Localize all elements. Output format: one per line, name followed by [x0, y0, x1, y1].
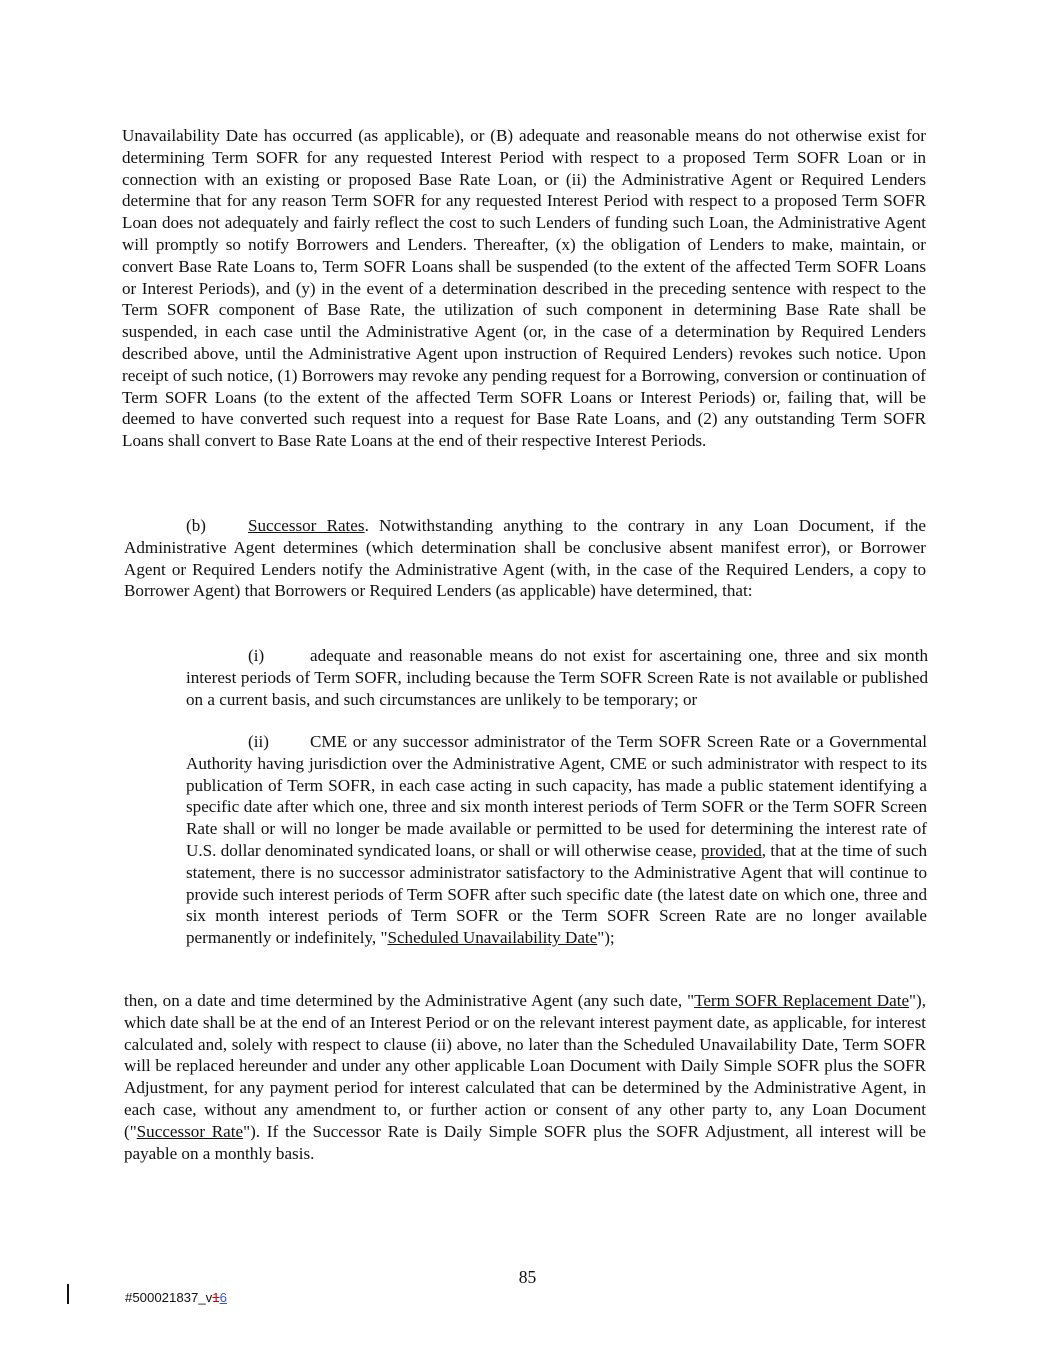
doc-id-inserted-version: 6: [219, 1290, 227, 1305]
then-paragraph: [124, 990, 926, 1164]
section-b-heading: Successor Rates: [248, 516, 365, 535]
clause-ii-paragraph: [186, 731, 927, 949]
then-text-2: "), which date shall be at the end of an Interest Period or on the relevant interest payment date, as applicable, for interest calculated and, solely with respect to clause (ii) above, no later than the Scheduled Unavailability Date, Term SOFR will be replaced hereunder and under any other applicable Loan Document with Daily Simple SOFR plus the SOFR Adjustment, for any payment period for interest calculated that can be determined by the Administrative Agent, in each case, without any amendment to, or further action or consent of any other party to, any Loan Document (": [124, 991, 926, 1141]
doc-id-prefix: #500021837_v: [125, 1290, 213, 1305]
provided-term: provided: [701, 840, 762, 860]
section-b-marker: (b): [186, 516, 206, 535]
clause-i-paragraph: [186, 645, 928, 710]
scheduled-unavailability-date-term: Scheduled Unavailability Date: [387, 928, 598, 948]
clause-ii-text-1: CME or any successor administrator of the Term SOFR Screen Rate or a Governmental Authority having jurisdiction over the Administrative Agent, CME or such administrator with respect to its publication of Term SOFR, in each case acting in such capacity, has made a public statement identifying a specific date after which one, three and six month interest periods of Term SOFR or the Term SOFR Screen Rate shall or will no longer be made available or permitted to be used for determining the interest rate of U.S. dollar denominated syndicated loans, or shall or will otherwise cease,: [186, 732, 927, 860]
paragraph-continuation: Unavailability Date has occurred (as applicable), or (B) adequate and reasonable means do not otherwise exist for determining Term SOFR for any requested Interest Period with respect to a proposed Term SOFR Loan or in connection with an existing or proposed Base Rate Loan, or (ii) the Administrative Agent or Required Lenders determine that for any reason Term SOFR for any requested Interest Period with respect to a proposed Term SOFR Loan does not adequately and fairly reflect the cost to such Lenders of funding such Loan, the Administrative Agent will promptly so notify Borrowers and Lenders. Thereafter, (x) the obligation of Lenders to make, maintain, or convert Base Rate Loans to, Term SOFR Loans shall be suspended (to the extent of the affected Term SOFR Loans or Interest Periods), and (y) in the event of a determination described in the preceding sentence with respect to the Term SOFR component of Base Rate, the utilization of such component in determining Base Rate shall be suspended, in each case until the Administrative Agent (or, in the case of a determination by Required Lenders described above, until the Administrative Agent upon instruction of Required Lenders) revokes such notice. Upon receipt of such notice, (1) Borrowers may revoke any pending request for a Borrowing, conversion or continuation of Term SOFR Loans (to the extent of the affected Term SOFR Loans or Interest Periods) or, failing that, will be deemed to have converted such request into a request for Base Rate Loans, and (2) any outstanding Term SOFR Loans shall convert to Base Rate Loans at the end of their respective Interest Periods.: [122, 126, 926, 451]
page-number: 85: [518, 1267, 537, 1287]
then-text-1: then, on a date and time determined by the Administrative Agent (any such date, ": [124, 991, 695, 1010]
successor-rate-term: Successor Rate: [136, 1121, 244, 1141]
section-b-paragraph: [124, 515, 926, 602]
clause-ii-text-3: ");: [597, 928, 615, 948]
doc-id-deleted-version: 1: [212, 1290, 220, 1305]
then-text-3: "). If the Successor Rate is Daily Simple SOFR plus the SOFR Adjustment, all interest will be payable on a monthly basis.: [124, 1121, 926, 1163]
clause-ii-marker: (ii): [248, 732, 269, 751]
revision-change-bar: [67, 1284, 69, 1304]
clause-i-text: adequate and reasonable means do not exist for ascertaining one, three and six month interest periods of Term SOFR, including because the Term SOFR Screen Rate is not available or published on a current basis, and such circumstances are unlikely to be temporary; or: [186, 646, 928, 709]
clause-i-marker: (i): [248, 646, 265, 665]
section-b-text: . Notwithstanding anything to the contrary in any Loan Document, if the Administrative Agent determines (which determination shall be conclusive absent manifest error), or Borrower Agent or Required Lenders notify the Administrative Agent (with, in the case of the Required Lenders, a copy to Borrower Agent) that Borrowers or Required Lenders (as applicable) have determined, that:: [124, 516, 927, 601]
term-sofr-replacement-date-term: Term SOFR Replacement Date: [694, 991, 910, 1010]
document-id: [125, 1287, 227, 1309]
clause-ii-text-2: , that at the time of such statement, there is no successor administrator satisfactory to the Administrative Agent that will continue to provide such interest periods of Term SOFR after such specific date (the latest date on which one, three and six month interest periods of Term SOFR or the Term SOFR Screen Rate are no longer available permanently or indefinitely, ": [186, 840, 927, 948]
